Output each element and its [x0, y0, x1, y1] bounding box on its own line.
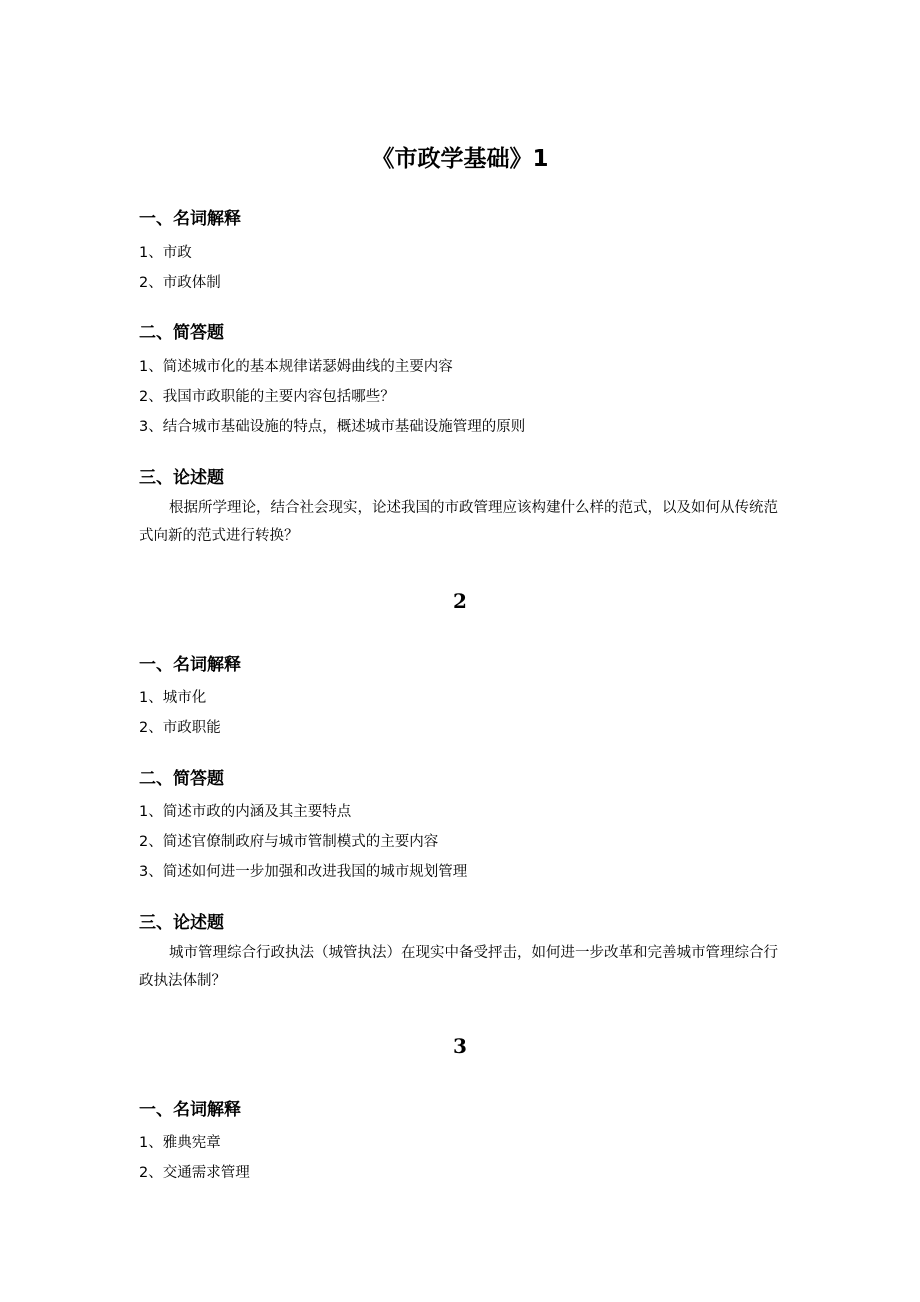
section-1-question-2: 2、我国市政职能的主要内容包括哪些？: [139, 389, 395, 405]
section-1-heading-essay: 三、论述题: [139, 468, 224, 488]
section-3-term-2: 2、交通需求管理: [139, 1165, 250, 1181]
document-title: 《市政学基础》1: [371, 146, 549, 172]
section-2-term-1: 1、城市化: [139, 690, 207, 706]
section-1-heading-terms: 一、名词解释: [139, 209, 241, 229]
section-3-number: 3: [453, 1034, 467, 1058]
section-2-heading-short-answer: 二、简答题: [139, 769, 224, 789]
section-1-question-3: 3、结合城市基础设施的特点，概述城市基础设施管理的原则: [139, 419, 526, 435]
section-1-term-1: 1、市政: [139, 245, 192, 261]
section-2-heading-essay: 三、论述题: [139, 913, 224, 933]
section-1-question-1: 1、简述城市化的基本规律诺瑟姆曲线的主要内容: [139, 359, 453, 375]
section-2-question-3: 3、简述如何进一步加强和改进我国的城市规划管理: [139, 864, 468, 880]
section-1-term-2: 2、市政体制: [139, 275, 221, 291]
section-1-heading-short-answer: 二、简答题: [139, 323, 224, 343]
section-2-question-1: 1、简述市政的内涵及其主要特点: [139, 804, 352, 820]
section-2-question-2: 2、简述官僚制政府与城市管制模式的主要内容: [139, 834, 439, 850]
section-1-essay: 根据所学理论，结合社会现实，论述我国的市政管理应该构建什么样的范式，以及如何从传统范式向新的范式进行转换？: [139, 500, 778, 544]
section-2-term-2: 2、市政职能: [139, 720, 221, 736]
section-2-heading-terms: 一、名词解释: [139, 655, 241, 675]
section-2-number: 2: [453, 589, 467, 613]
section-3-heading-terms: 一、名词解释: [139, 1100, 241, 1120]
section-3-term-1: 1、雅典宪章: [139, 1135, 221, 1151]
section-2-essay: 城市管理综合行政执法（城管执法）在现实中备受抨击，如何进一步改革和完善城市管理综合行政执法体制？: [139, 945, 778, 989]
